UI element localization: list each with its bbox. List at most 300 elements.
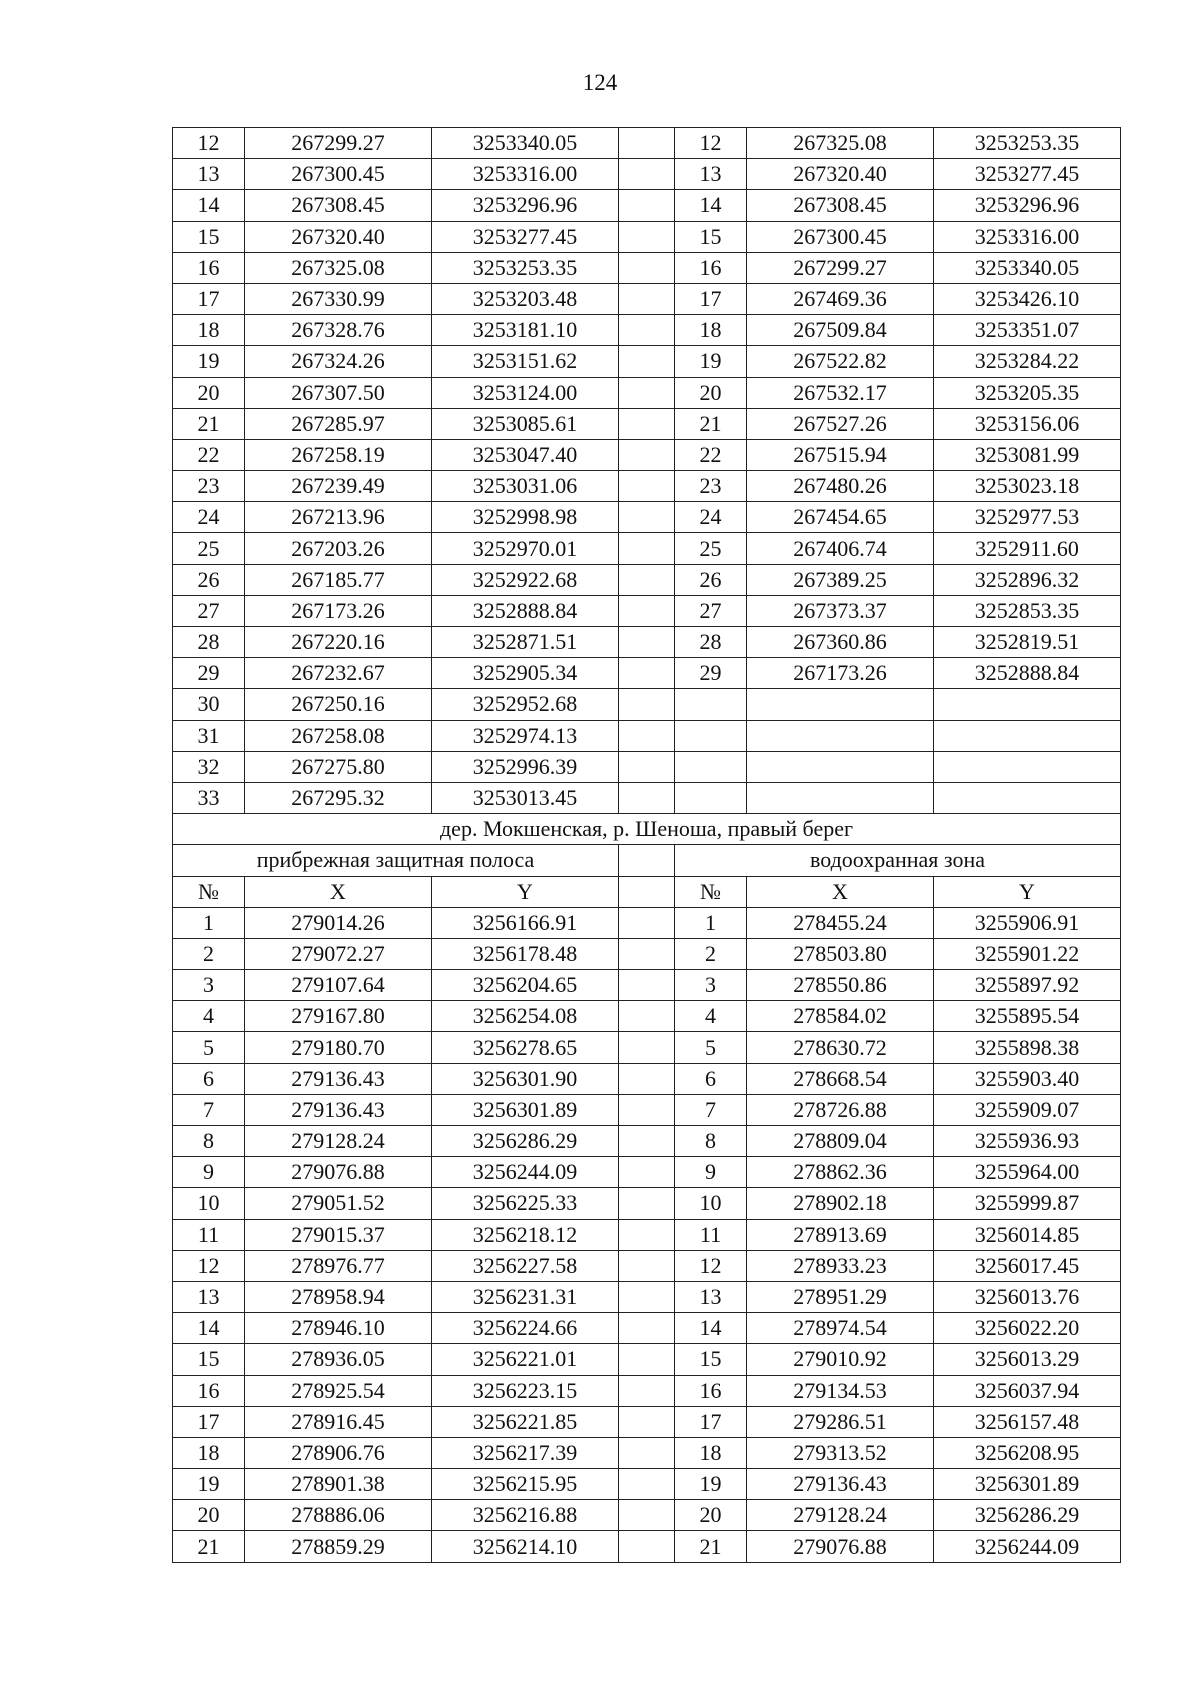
right-point-number [675, 720, 747, 751]
gap-cell [619, 190, 675, 221]
table-row [173, 970, 1121, 1001]
right-x-coordinate: 267325.08 [747, 128, 934, 159]
left-y-coordinate: 3256215.95 [432, 1469, 619, 1500]
right-x-coordinate: 267300.45 [747, 221, 934, 252]
gap-cell [619, 1437, 675, 1468]
left-x-coordinate: 267328.76 [245, 315, 432, 346]
right-x-coordinate: 278726.88 [747, 1094, 934, 1125]
gap-cell [619, 1032, 675, 1063]
left-x-coordinate: 267330.99 [245, 283, 432, 314]
right-x-coordinate: 278503.80 [747, 938, 934, 969]
left-y-coordinate: 3252952.68 [432, 689, 619, 720]
left-x-coordinate: 267213.96 [245, 502, 432, 533]
left-x-coordinate: 267324.26 [245, 346, 432, 377]
left-point-number: 33 [173, 782, 245, 813]
right-y-coordinate: 3253296.96 [934, 190, 1121, 221]
right-y-coordinate [934, 782, 1121, 813]
table-row [173, 408, 1121, 439]
col-header-num-right: № [675, 876, 747, 907]
right-y-coordinate: 3255999.87 [934, 1188, 1121, 1219]
left-y-coordinate: 3252974.13 [432, 720, 619, 751]
right-y-coordinate: 3253081.99 [934, 439, 1121, 470]
right-x-coordinate [747, 782, 934, 813]
left-y-coordinate: 3256254.08 [432, 1001, 619, 1032]
table-row [173, 190, 1121, 221]
table-row [173, 128, 1121, 159]
right-x-coordinate: 278902.18 [747, 1188, 934, 1219]
gap-cell [619, 1281, 675, 1312]
gap-cell [619, 252, 675, 283]
right-point-number: 27 [675, 595, 747, 626]
table-row [173, 1219, 1121, 1250]
right-x-coordinate: 278455.24 [747, 907, 934, 938]
right-x-coordinate: 267173.26 [747, 658, 934, 689]
left-x-coordinate: 279015.37 [245, 1219, 432, 1250]
gap-cell [619, 1250, 675, 1281]
left-point-number: 20 [173, 377, 245, 408]
right-y-coordinate: 3255909.07 [934, 1094, 1121, 1125]
table-row [173, 1344, 1121, 1375]
left-y-coordinate: 3256227.58 [432, 1250, 619, 1281]
right-point-number: 7 [675, 1094, 747, 1125]
left-y-coordinate: 3256221.85 [432, 1406, 619, 1437]
left-y-coordinate: 3252998.98 [432, 502, 619, 533]
table-row [173, 907, 1121, 938]
gap-cell [619, 1375, 675, 1406]
right-point-number [675, 689, 747, 720]
right-x-coordinate: 267509.84 [747, 315, 934, 346]
gap-cell [619, 346, 675, 377]
gap-cell [619, 845, 675, 876]
right-y-coordinate: 3252896.32 [934, 564, 1121, 595]
left-y-coordinate: 3256216.88 [432, 1500, 619, 1531]
right-y-coordinate: 3253284.22 [934, 346, 1121, 377]
table-row [173, 1094, 1121, 1125]
right-x-coordinate: 267527.26 [747, 408, 934, 439]
left-y-coordinate: 3252888.84 [432, 595, 619, 626]
left-point-number: 5 [173, 1032, 245, 1063]
left-x-coordinate: 279014.26 [245, 907, 432, 938]
gap-cell [619, 1063, 675, 1094]
right-y-coordinate: 3255964.00 [934, 1157, 1121, 1188]
left-y-coordinate: 3253316.00 [432, 159, 619, 190]
left-x-coordinate: 278946.10 [245, 1313, 432, 1344]
right-y-coordinate [934, 751, 1121, 782]
right-point-number: 20 [675, 1500, 747, 1531]
table-row [173, 1250, 1121, 1281]
right-x-coordinate: 267308.45 [747, 190, 934, 221]
right-x-coordinate: 267360.86 [747, 627, 934, 658]
right-x-coordinate: 278951.29 [747, 1281, 934, 1312]
left-y-coordinate: 3256214.10 [432, 1531, 619, 1562]
table-row [173, 1001, 1121, 1032]
left-point-number: 13 [173, 1281, 245, 1312]
left-y-coordinate: 3256166.91 [432, 907, 619, 938]
table-row [173, 1500, 1121, 1531]
left-y-coordinate: 3256278.65 [432, 1032, 619, 1063]
left-x-coordinate: 279107.64 [245, 970, 432, 1001]
table-row [173, 689, 1121, 720]
right-x-coordinate: 278584.02 [747, 1001, 934, 1032]
right-point-number: 15 [675, 1344, 747, 1375]
right-point-number: 18 [675, 315, 747, 346]
left-point-number: 2 [173, 938, 245, 969]
left-x-coordinate: 267220.16 [245, 627, 432, 658]
left-x-coordinate: 278859.29 [245, 1531, 432, 1562]
right-point-number: 28 [675, 627, 747, 658]
table-row [173, 159, 1121, 190]
right-y-coordinate: 3255895.54 [934, 1001, 1121, 1032]
gap-cell [619, 782, 675, 813]
right-point-number: 25 [675, 533, 747, 564]
section-title-row [173, 814, 1121, 845]
gap-cell [619, 221, 675, 252]
right-x-coordinate [747, 689, 934, 720]
left-y-coordinate: 3253253.35 [432, 252, 619, 283]
right-y-coordinate: 3255903.40 [934, 1063, 1121, 1094]
gap-cell [619, 315, 675, 346]
gap-cell [619, 502, 675, 533]
table-row [173, 1063, 1121, 1094]
table-row [173, 720, 1121, 751]
right-y-coordinate: 3256022.20 [934, 1313, 1121, 1344]
table-row [173, 1126, 1121, 1157]
left-x-coordinate: 278936.05 [245, 1344, 432, 1375]
right-point-number: 15 [675, 221, 747, 252]
right-point-number: 26 [675, 564, 747, 595]
right-y-coordinate [934, 689, 1121, 720]
right-x-coordinate: 279313.52 [747, 1437, 934, 1468]
gap-cell [619, 1126, 675, 1157]
left-point-number: 23 [173, 471, 245, 502]
right-point-number [675, 751, 747, 782]
left-point-number: 6 [173, 1063, 245, 1094]
left-x-coordinate: 267185.77 [245, 564, 432, 595]
left-point-number: 16 [173, 1375, 245, 1406]
left-y-coordinate: 3253296.96 [432, 190, 619, 221]
left-point-number: 1 [173, 907, 245, 938]
gap-cell [619, 1188, 675, 1219]
table-row [173, 502, 1121, 533]
right-y-coordinate: 3256013.76 [934, 1281, 1121, 1312]
left-x-coordinate: 278925.54 [245, 1375, 432, 1406]
left-y-coordinate: 3256217.39 [432, 1437, 619, 1468]
left-point-number: 12 [173, 1250, 245, 1281]
right-point-number: 19 [675, 346, 747, 377]
right-point-number: 24 [675, 502, 747, 533]
left-y-coordinate: 3256224.66 [432, 1313, 619, 1344]
table-row [173, 1531, 1121, 1562]
left-y-coordinate: 3256244.09 [432, 1157, 619, 1188]
right-x-coordinate: 278913.69 [747, 1219, 934, 1250]
right-x-coordinate: 278550.86 [747, 970, 934, 1001]
left-y-coordinate: 3253277.45 [432, 221, 619, 252]
right-x-coordinate: 267522.82 [747, 346, 934, 377]
right-y-coordinate: 3253253.35 [934, 128, 1121, 159]
right-point-number: 21 [675, 408, 747, 439]
table-row [173, 658, 1121, 689]
left-x-coordinate: 267232.67 [245, 658, 432, 689]
right-x-coordinate: 267299.27 [747, 252, 934, 283]
right-y-coordinate: 3255897.92 [934, 970, 1121, 1001]
left-y-coordinate: 3256301.89 [432, 1094, 619, 1125]
table-row [173, 782, 1121, 813]
right-x-coordinate: 267532.17 [747, 377, 934, 408]
table-row [173, 595, 1121, 626]
table-row [173, 377, 1121, 408]
gap-cell [619, 1094, 675, 1125]
left-point-number: 20 [173, 1500, 245, 1531]
left-x-coordinate: 279180.70 [245, 1032, 432, 1063]
right-point-number: 16 [675, 1375, 747, 1406]
gap-cell [619, 1344, 675, 1375]
left-point-number: 14 [173, 190, 245, 221]
left-x-coordinate: 267275.80 [245, 751, 432, 782]
left-y-coordinate: 3253085.61 [432, 408, 619, 439]
left-y-coordinate: 3253203.48 [432, 283, 619, 314]
right-point-number: 1 [675, 907, 747, 938]
right-y-coordinate: 3256157.48 [934, 1406, 1121, 1437]
left-point-number: 30 [173, 689, 245, 720]
right-x-coordinate: 267406.74 [747, 533, 934, 564]
right-x-coordinate: 278809.04 [747, 1126, 934, 1157]
gap-cell [619, 1406, 675, 1437]
left-x-coordinate: 279128.24 [245, 1126, 432, 1157]
right-y-coordinate: 3256037.94 [934, 1375, 1121, 1406]
right-x-coordinate: 279286.51 [747, 1406, 934, 1437]
right-point-number [675, 782, 747, 813]
left-x-coordinate: 267239.49 [245, 471, 432, 502]
gap-cell [619, 1531, 675, 1562]
table-row [173, 315, 1121, 346]
left-x-coordinate: 278976.77 [245, 1250, 432, 1281]
left-x-coordinate: 279051.52 [245, 1188, 432, 1219]
left-point-number: 31 [173, 720, 245, 751]
left-y-coordinate: 3256286.29 [432, 1126, 619, 1157]
right-y-coordinate: 3256301.89 [934, 1469, 1121, 1500]
gap-cell [619, 564, 675, 595]
left-x-coordinate: 267250.16 [245, 689, 432, 720]
right-y-coordinate: 3252853.35 [934, 595, 1121, 626]
col-header-y-left: Y [432, 876, 619, 907]
left-y-coordinate: 3252905.34 [432, 658, 619, 689]
left-x-coordinate: 267300.45 [245, 159, 432, 190]
right-point-number: 10 [675, 1188, 747, 1219]
right-x-coordinate: 279010.92 [747, 1344, 934, 1375]
table-row [173, 1437, 1121, 1468]
page-number: 124 [582, 70, 618, 95]
right-y-coordinate: 3253023.18 [934, 471, 1121, 502]
right-point-number: 2 [675, 938, 747, 969]
left-point-number: 32 [173, 751, 245, 782]
gap-cell [619, 720, 675, 751]
left-x-coordinate: 267295.32 [245, 782, 432, 813]
bottom-section-header [173, 814, 1121, 908]
left-point-number: 4 [173, 1001, 245, 1032]
right-x-coordinate [747, 751, 934, 782]
right-x-coordinate: 267454.65 [747, 502, 934, 533]
right-x-coordinate: 278862.36 [747, 1157, 934, 1188]
left-point-number: 14 [173, 1313, 245, 1344]
right-y-coordinate: 3256014.85 [934, 1219, 1121, 1250]
left-x-coordinate: 267203.26 [245, 533, 432, 564]
left-point-number: 29 [173, 658, 245, 689]
zone-heading-row [173, 845, 1121, 876]
right-point-number: 5 [675, 1032, 747, 1063]
left-y-coordinate: 3252970.01 [432, 533, 619, 564]
right-x-coordinate: 278668.54 [747, 1063, 934, 1094]
left-point-number: 12 [173, 128, 245, 159]
left-y-coordinate: 3252871.51 [432, 627, 619, 658]
left-x-coordinate: 278886.06 [245, 1500, 432, 1531]
left-y-coordinate: 3256204.65 [432, 970, 619, 1001]
gap-cell [619, 627, 675, 658]
right-x-coordinate: 267469.36 [747, 283, 934, 314]
left-x-coordinate: 279167.80 [245, 1001, 432, 1032]
col-header-y-right: Y [934, 876, 1121, 907]
left-y-coordinate: 3256221.01 [432, 1344, 619, 1375]
right-point-number: 8 [675, 1126, 747, 1157]
gap-cell [619, 283, 675, 314]
gap-cell [619, 595, 675, 626]
table-row [173, 1157, 1121, 1188]
left-x-coordinate: 267325.08 [245, 252, 432, 283]
left-point-number: 18 [173, 315, 245, 346]
left-x-coordinate: 267258.19 [245, 439, 432, 470]
left-point-number: 28 [173, 627, 245, 658]
gap-cell [619, 533, 675, 564]
col-header-x-right: X [747, 876, 934, 907]
right-zone-heading: водоохранная зона [675, 845, 1121, 876]
table-row [173, 627, 1121, 658]
right-y-coordinate: 3252911.60 [934, 533, 1121, 564]
left-point-number: 21 [173, 408, 245, 439]
right-y-coordinate: 3253205.35 [934, 377, 1121, 408]
left-point-number: 9 [173, 1157, 245, 1188]
right-point-number: 17 [675, 283, 747, 314]
gap-cell [619, 751, 675, 782]
right-point-number: 11 [675, 1219, 747, 1250]
gap-cell [619, 876, 675, 907]
table-row [173, 1375, 1121, 1406]
gap-cell [619, 1001, 675, 1032]
table-row [173, 252, 1121, 283]
left-x-coordinate: 267258.08 [245, 720, 432, 751]
left-y-coordinate: 3253013.45 [432, 782, 619, 813]
table-row [173, 533, 1121, 564]
section-title: дер. Мокшенская, р. Шеноша, правый берег [173, 814, 1121, 845]
left-y-coordinate: 3253151.62 [432, 346, 619, 377]
right-y-coordinate: 3255906.91 [934, 907, 1121, 938]
left-point-number: 8 [173, 1126, 245, 1157]
col-header-x-left: X [245, 876, 432, 907]
left-point-number: 19 [173, 1469, 245, 1500]
right-point-number: 20 [675, 377, 747, 408]
right-point-number: 16 [675, 252, 747, 283]
table-row [173, 283, 1121, 314]
left-x-coordinate: 279072.27 [245, 938, 432, 969]
right-y-coordinate: 3253277.45 [934, 159, 1121, 190]
right-point-number: 13 [675, 159, 747, 190]
left-point-number: 22 [173, 439, 245, 470]
column-header-row [173, 876, 1121, 907]
table-row [173, 1032, 1121, 1063]
right-x-coordinate: 278630.72 [747, 1032, 934, 1063]
left-point-number: 15 [173, 1344, 245, 1375]
left-x-coordinate: 278901.38 [245, 1469, 432, 1500]
right-point-number: 23 [675, 471, 747, 502]
col-header-num-left: № [173, 876, 245, 907]
gap-cell [619, 159, 675, 190]
table-row [173, 346, 1121, 377]
left-y-coordinate: 3256223.15 [432, 1375, 619, 1406]
gap-cell [619, 1157, 675, 1188]
right-x-coordinate: 267480.26 [747, 471, 934, 502]
right-y-coordinate: 3253351.07 [934, 315, 1121, 346]
gap-cell [619, 471, 675, 502]
left-x-coordinate: 279076.88 [245, 1157, 432, 1188]
left-point-number: 15 [173, 221, 245, 252]
right-x-coordinate: 279136.43 [747, 1469, 934, 1500]
right-x-coordinate: 279076.88 [747, 1531, 934, 1562]
left-y-coordinate: 3252922.68 [432, 564, 619, 595]
right-x-coordinate: 279134.53 [747, 1375, 934, 1406]
right-y-coordinate: 3252819.51 [934, 627, 1121, 658]
table-row [173, 1281, 1121, 1312]
right-point-number: 4 [675, 1001, 747, 1032]
table-row [173, 439, 1121, 470]
right-y-coordinate: 3253426.10 [934, 283, 1121, 314]
left-y-coordinate: 3256225.33 [432, 1188, 619, 1219]
gap-cell [619, 128, 675, 159]
right-y-coordinate: 3253340.05 [934, 252, 1121, 283]
right-y-coordinate: 3253156.06 [934, 408, 1121, 439]
right-y-coordinate: 3252977.53 [934, 502, 1121, 533]
right-y-coordinate: 3256244.09 [934, 1531, 1121, 1562]
table-row [173, 1188, 1121, 1219]
left-y-coordinate: 3256231.31 [432, 1281, 619, 1312]
right-point-number: 3 [675, 970, 747, 1001]
left-point-number: 21 [173, 1531, 245, 1562]
right-point-number: 17 [675, 1406, 747, 1437]
left-point-number: 3 [173, 970, 245, 1001]
right-x-coordinate: 267515.94 [747, 439, 934, 470]
left-point-number: 27 [173, 595, 245, 626]
left-y-coordinate: 3256301.90 [432, 1063, 619, 1094]
right-point-number: 13 [675, 1281, 747, 1312]
bottom-section-body [173, 907, 1121, 1562]
left-point-number: 16 [173, 252, 245, 283]
right-y-coordinate: 3255901.22 [934, 938, 1121, 969]
left-point-number: 17 [173, 1406, 245, 1437]
right-point-number: 18 [675, 1437, 747, 1468]
left-x-coordinate: 267299.27 [245, 128, 432, 159]
gap-cell [619, 1313, 675, 1344]
table-row [173, 1313, 1121, 1344]
left-point-number: 24 [173, 502, 245, 533]
right-y-coordinate: 3256286.29 [934, 1500, 1121, 1531]
left-zone-heading: прибрежная защитная полоса [173, 845, 619, 876]
left-point-number: 18 [173, 1437, 245, 1468]
left-x-coordinate: 267307.50 [245, 377, 432, 408]
left-x-coordinate: 279136.43 [245, 1063, 432, 1094]
right-y-coordinate: 3253316.00 [934, 221, 1121, 252]
table-row [173, 751, 1121, 782]
right-y-coordinate: 3256013.29 [934, 1344, 1121, 1375]
left-x-coordinate: 278916.45 [245, 1406, 432, 1437]
right-point-number: 29 [675, 658, 747, 689]
left-y-coordinate: 3253124.00 [432, 377, 619, 408]
